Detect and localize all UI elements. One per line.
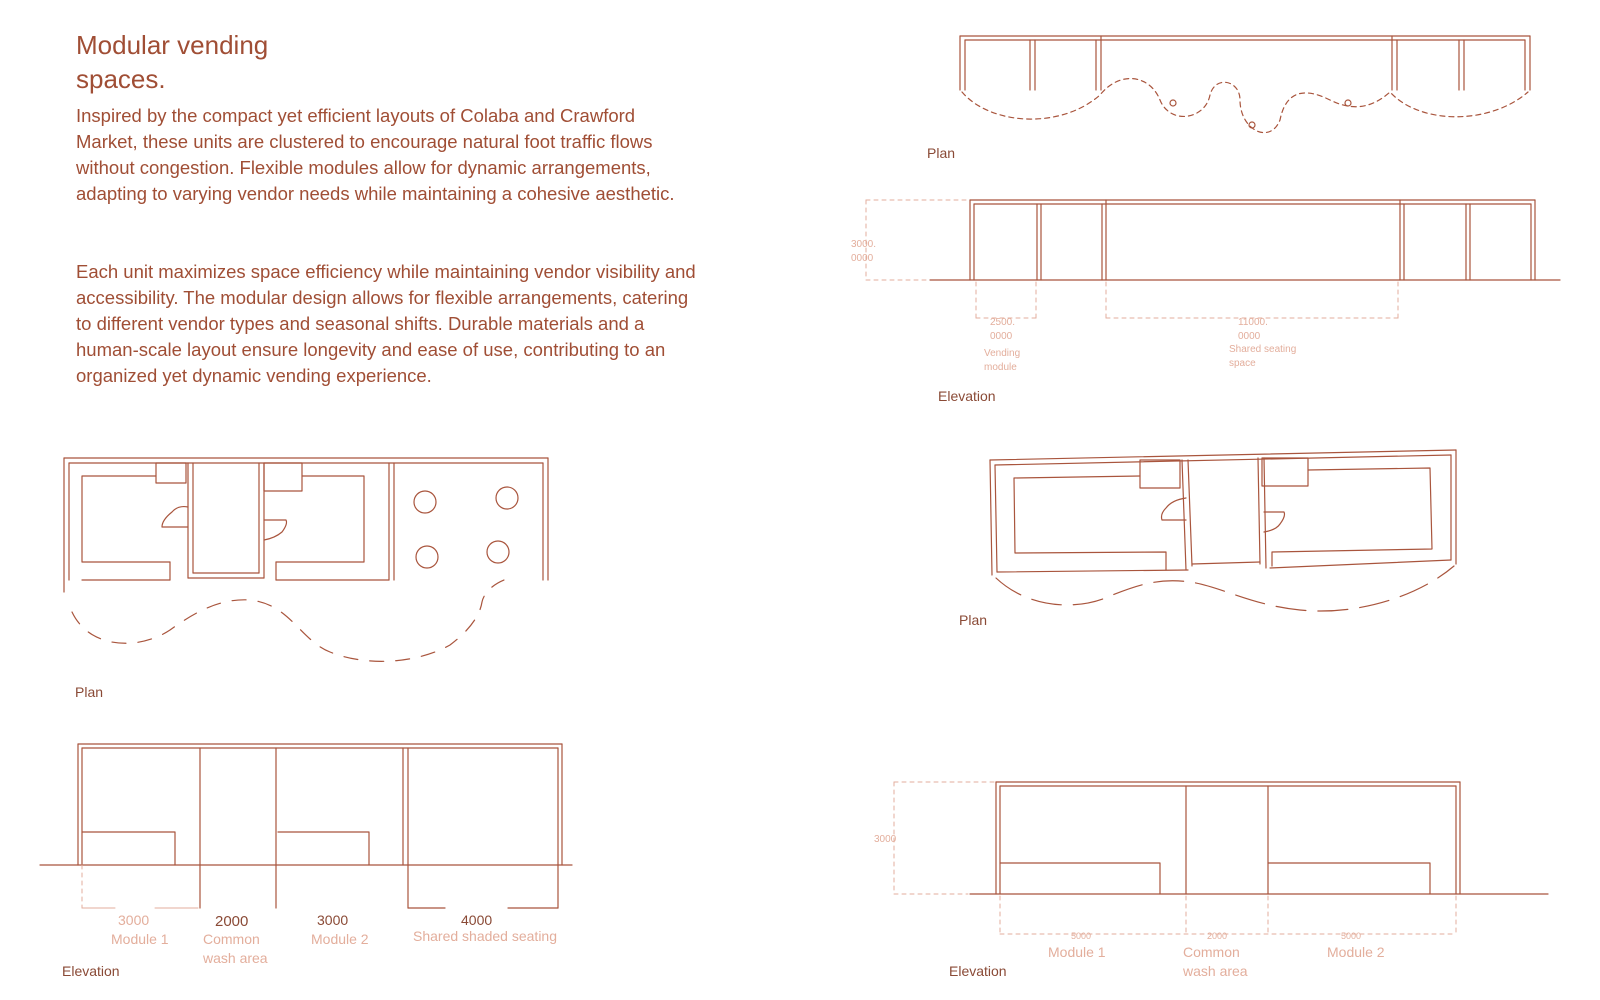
top-right-elevation-dimension-lines (866, 200, 1398, 318)
bottom-left-module2-label: Module 2 (311, 931, 369, 947)
top-right-elevation-drawing (930, 200, 1560, 280)
bottom-left-wash-dimension: 2000 (215, 913, 249, 930)
bottom-left-elevation-drawing (40, 744, 572, 908)
bottom-left-seating-dimension: 4000 (461, 912, 493, 928)
bottom-right-height-dimension: 3000 (874, 834, 897, 845)
bottom-left-elevation-caption: Elevation (62, 963, 120, 979)
shared-seating-label-line-2: space (1229, 358, 1256, 369)
bottom-right-plan-caption: Plan (959, 612, 988, 628)
bottom-right-elevation-dimension-lines (894, 782, 1456, 934)
bottom-right-module2-label: Module 2 (1327, 944, 1385, 960)
shared-seating-label-line-1: Shared seating (1229, 344, 1297, 355)
bottom-left-module1-label: Module 1 (111, 931, 169, 947)
bottom-left-seating-label: Shared shaded seating (413, 928, 557, 944)
vending-module-label-line-2: module (984, 362, 1017, 373)
bottom-left-wash-label-line-2: wash area (203, 950, 268, 966)
bottom-right-plan-drawing (990, 450, 1456, 611)
vending-module-dimension-line-2: 0000 (990, 331, 1013, 342)
bottom-right-module1-label: Module 1 (1048, 944, 1106, 960)
top-right-elevation-caption: Elevation (938, 388, 996, 404)
description-paragraph-2: Each unit maximizes space efficiency while maintaining vendor visibility and accessibility. The modular design allows for flexible arrangements, catering to different vendor types and seasonal shifts. Durable materials and a human-scale layout ensure longevity and ease of use, contributing to an organized yet dynamic vending experience. (76, 261, 696, 386)
bottom-left-module1-dimension: 3000 (118, 912, 150, 928)
top-right-height-dimension-line-2: 0000 (851, 253, 874, 264)
bottom-right-wash-label-line-2: wash area (1183, 963, 1248, 979)
bottom-right-elevation-caption: Elevation (949, 963, 1007, 979)
vending-module-label-line-1: Vending (984, 348, 1021, 359)
bottom-right-module1-dimension: 5000 (1071, 931, 1092, 941)
top-right-plan-caption: Plan (927, 145, 956, 161)
description-paragraph-1: Inspired by the compact yet efficient layouts of Colaba and Crawford Market, these units are clustered to encourage natural foot traffic flows without congestion. Flexible modules allow for dynamic arrangements, adapting to varying vendor needs while maintaining a cohesive aesthetic. (76, 105, 675, 204)
bottom-right-wash-label-line-1: Common (1183, 944, 1240, 960)
top-right-plan-drawing (960, 36, 1530, 133)
bottom-left-plan-drawing (64, 458, 548, 661)
bottom-right-module2-dimension: 5000 (1341, 931, 1362, 941)
bottom-left-plan-caption: Plan (75, 684, 104, 700)
bottom-left-module2-dimension: 3000 (317, 912, 349, 928)
bottom-right-wash-dimension: 2000 (1207, 931, 1228, 941)
bottom-right-elevation-drawing (970, 782, 1548, 894)
page-title: Modular vending spaces. (76, 30, 269, 94)
shared-seating-dimension-line-2: 0000 (1238, 331, 1261, 342)
bottom-left-elevation-dimension-lines (82, 865, 198, 908)
shared-seating-dimension-line-1: 11000. (1238, 317, 1268, 328)
vending-module-dimension-line-1: 2500. (990, 317, 1016, 328)
bottom-left-wash-label-line-1: Common (203, 931, 260, 947)
top-right-height-dimension-line-1: 3000. (851, 239, 877, 250)
